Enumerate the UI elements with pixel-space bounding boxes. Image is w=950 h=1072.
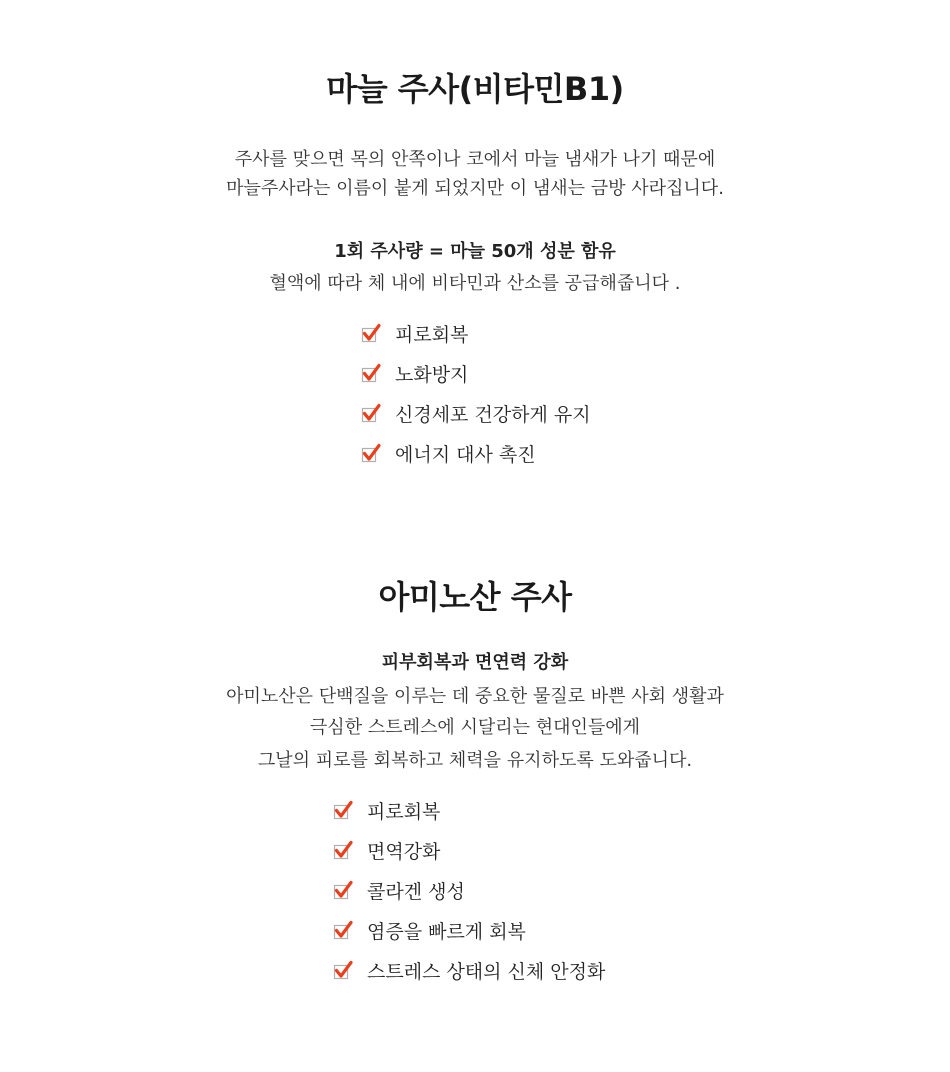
list-item — [333, 790, 605, 830]
checklist-amino — [333, 790, 605, 990]
checkbox-check-icon — [333, 840, 353, 860]
list-item-label: 에너지 대사 촉진 — [395, 443, 536, 466]
checkbox-check-icon — [361, 323, 381, 343]
description-line-3: 그날의 피로를 회복하고 체력을 유지하도록 도와줍니다. — [257, 750, 693, 771]
list-item — [361, 313, 591, 353]
list-item — [333, 870, 605, 910]
list-item — [333, 950, 605, 990]
checkbox-check-icon — [333, 880, 353, 900]
list-item-label: 스트레스 상태의 신체 안정화 — [367, 960, 606, 983]
intro-line-1: 주사를 맞으면 목의 안쪽이나 코에서 마늘 냄새가 나기 때문에 — [234, 149, 716, 170]
description-line-1: 아미노산은 단백질을 이루는 데 중요한 물질로 바쁜 사회 생활과 — [226, 686, 724, 707]
checkbox-check-icon — [333, 920, 353, 940]
list-item-label: 피로회복 — [395, 323, 469, 346]
checkbox-check-icon — [361, 443, 381, 463]
section-title: 아미노산 주사 — [378, 578, 572, 616]
checkbox-check-icon — [333, 800, 353, 820]
list-item-label: 노화방지 — [395, 363, 469, 386]
benefit-subheading: 피부회복과 면연력 강화 — [381, 652, 569, 673]
list-item-label: 신경세포 건강하게 유지 — [395, 403, 591, 426]
description: 혈액에 따라 체 내에 비타민과 산소를 공급해줍니다 . — [269, 273, 681, 294]
checklist-garlic — [361, 313, 591, 473]
intro-line-2: 마늘주사라는 이름이 붙게 되었지만 이 냄새는 금방 사라집니다. — [226, 178, 724, 199]
list-item — [333, 910, 605, 950]
checkbox-check-icon — [333, 960, 353, 980]
list-item — [333, 830, 605, 870]
list-item-label: 염증을 빠르게 회복 — [367, 920, 526, 943]
list-item — [361, 393, 591, 433]
section-title: 마늘 주사(비타민B1) — [326, 70, 624, 108]
dose-subheading: 1회 주사량 = 마늘 50개 성분 함유 — [334, 241, 616, 262]
list-item — [361, 353, 591, 393]
checkbox-check-icon — [361, 363, 381, 383]
list-item-label: 면역강화 — [367, 840, 441, 863]
list-item-label: 콜라겐 생성 — [367, 880, 465, 903]
list-item-label: 피로회복 — [367, 800, 441, 823]
list-item — [361, 433, 591, 473]
checkbox-check-icon — [361, 403, 381, 423]
description-line-2: 극심한 스트레스에 시달리는 현대인들에게 — [309, 717, 641, 738]
